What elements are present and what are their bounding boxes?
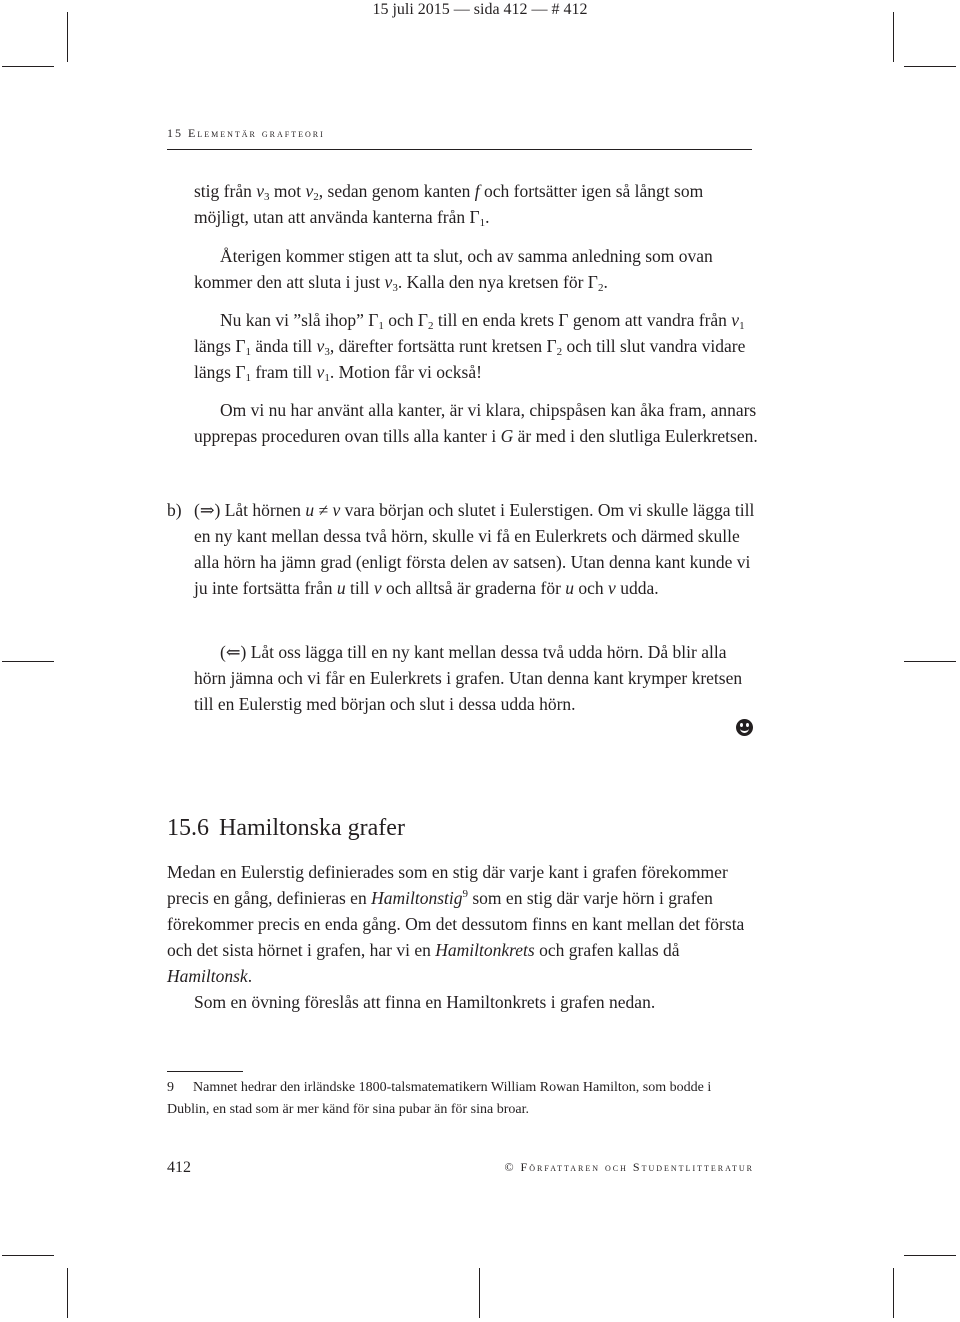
footnote-number: 9 (167, 1080, 174, 1095)
implies-arrow: (⇒) (194, 500, 221, 520)
footnote (167, 1077, 757, 1121)
crop-mark (2, 66, 54, 67)
crop-mark (904, 66, 956, 67)
footnote-text: Namnet hedrar den irländske 1800-talsmatematikern William Rowan Hamilton, som bodde i Dublin, en stad som är mer känd för sina pubar än för sina broar. (167, 1080, 712, 1117)
page-number: 412 (167, 1159, 191, 1176)
item-label-b: b) (167, 500, 182, 520)
footnote-rule (167, 1071, 243, 1072)
paragraph-8: Som en övning föreslås att finna en Hamiltonkrets i grafen nedan. (194, 992, 656, 1012)
section-heading (167, 812, 405, 844)
crop-mark (904, 661, 956, 662)
implied-by-arrow: (⇐) (220, 642, 247, 662)
chapter-title: Elementär grafteori (188, 126, 325, 140)
running-head (167, 126, 752, 150)
paragraph-3: Nu kan vi ”slå ihop” $\Gamma_1$ och $\Gamma_2$ till en enda krets Γ genom att vandra från $v_1$ längs $\Gamma_1$ ända till $v_3$, därefter fortsätta runt kretsen $\Gamma_2$ och till slut vandra vidare längs $\Gamma_1$ fram till $v_1$. Motion får vi också! (194, 310, 746, 384)
footnote-marker[interactable]: 9 (462, 888, 468, 900)
print-header: 15 juli 2015 — sida 412 — # 412 (372, 1, 588, 18)
paragraph-5: (⇒) Låt hörnen u ≠ v vara början och slutet i Eulerstigen. Om vi skulle lägga till en ny kant mellan dessa två hörn, skulle vi få en Eulerkrets och därmed skulle alla hörn ha jämn grad (enligt första delen av satsen). Utan denna kant kunde vi ju inte fortsätta från u till v och alltså är graderna för u och v udda. (194, 500, 755, 598)
chapter-number: 15 (167, 126, 183, 140)
crop-mark (2, 1255, 54, 1256)
crop-mark (479, 1268, 480, 1318)
crop-mark (67, 1268, 68, 1318)
section-title: Hamiltonska grafer (219, 815, 405, 841)
paragraph-4: Om vi nu har använt alla kanter, är vi klara, chipspåsen kan åka fram, annars upprepas proceduren ovan tills alla kanter i G är med i den slutliga Eulerkretsen. (194, 400, 758, 446)
paragraph-2: Återigen kommer stigen att ta slut, och av samma anledning som ovan kommer den att sluta i just $v_3$. Kalla den nya kretsen för $\Gamma_2$. (194, 246, 713, 294)
crop-mark (893, 1268, 894, 1318)
paragraph-7: Medan en Eulerstig definierades som en stig där varje kant i grafen förekommer precis en gång, definieras en Hamiltonstig$^9$ som en stig där varje hörn i grafen förekommer precis en enda gång. Om det dessutom finns en kant mellan det första och det sista hörnet i grafen, har vi en Hamiltonkrets och grafen kallas då Hamiltonsk. (167, 862, 745, 986)
paragraph-6: (⇐) Låt oss lägga till en ny kant mellan dessa två udda hörn. Då blir alla hörn jämna och vi får en Eulerkrets i grafen. Utan denna kant krymper kretsen till en Eulerstig med början och slut i dessa udda hörn. (194, 642, 743, 714)
crop-mark (904, 1255, 956, 1256)
copyright-notice: © Författaren och Studentlitteratur (504, 1160, 754, 1174)
paragraph-1: stig från $v_3$ mot $v_2$, sedan genom kanten f och fortsätter igen så långt som möjligt, utan att använda kanterna från $\Gamma_1$. (194, 181, 704, 229)
crop-mark (2, 661, 54, 662)
smiley-icon (736, 719, 753, 736)
section-number: 15.6 (167, 815, 209, 841)
